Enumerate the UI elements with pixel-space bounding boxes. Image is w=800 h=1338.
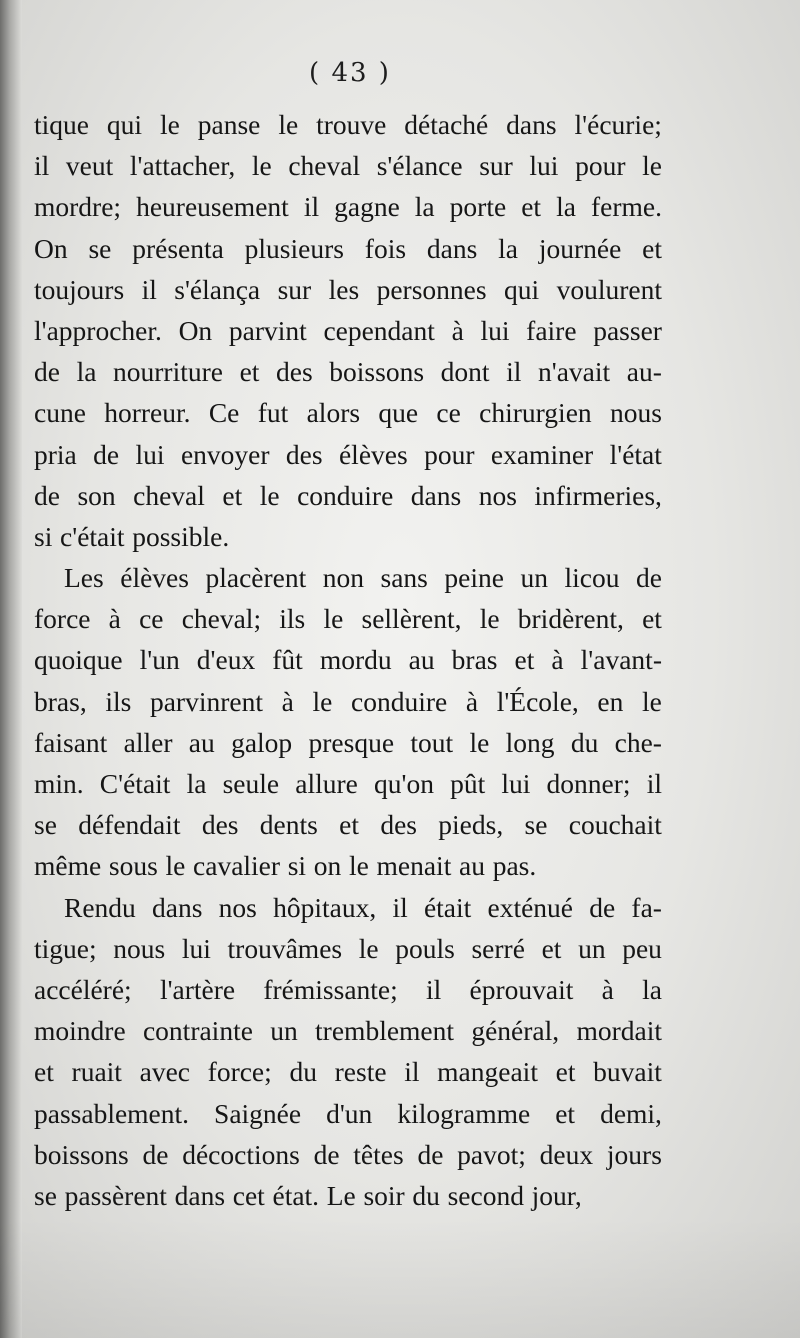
word: et bbox=[642, 232, 662, 264]
word: un bbox=[520, 562, 548, 594]
word: fa- bbox=[631, 891, 662, 923]
word: dans bbox=[426, 232, 478, 264]
word: deux bbox=[539, 1138, 594, 1170]
word: du bbox=[570, 726, 599, 758]
word: second bbox=[447, 1179, 524, 1211]
paragraph bbox=[34, 557, 662, 887]
word: On bbox=[178, 314, 213, 346]
word: le bbox=[159, 109, 180, 140]
word: plusieurs bbox=[244, 232, 344, 264]
word: lui bbox=[529, 150, 559, 182]
word: général, bbox=[471, 1015, 560, 1047]
word: ils bbox=[105, 685, 132, 717]
word: présenta bbox=[132, 232, 224, 264]
word: à bbox=[451, 314, 464, 346]
word: mordre; bbox=[34, 191, 122, 223]
word: avec bbox=[139, 1056, 190, 1088]
word: cheval bbox=[133, 479, 205, 511]
word: min. bbox=[34, 768, 84, 799]
word: ruait bbox=[71, 1056, 122, 1088]
word: de bbox=[34, 479, 60, 511]
word: à bbox=[281, 685, 294, 717]
word: et bbox=[541, 932, 562, 964]
word: possible. bbox=[132, 520, 230, 552]
word: l'écurie; bbox=[574, 109, 662, 140]
word: cheval bbox=[288, 150, 361, 182]
word: l'un bbox=[139, 644, 180, 676]
word: il bbox=[34, 150, 50, 182]
word: ce bbox=[436, 397, 461, 429]
word: cheval; bbox=[181, 603, 262, 635]
text-line bbox=[34, 1093, 662, 1134]
word: et bbox=[514, 644, 535, 676]
word: ferme. bbox=[590, 191, 662, 223]
word: d'eux bbox=[196, 644, 256, 676]
word: de bbox=[417, 1138, 444, 1170]
word: au bbox=[188, 726, 215, 758]
text-line bbox=[34, 557, 662, 598]
word: état. bbox=[272, 1179, 320, 1211]
word: le bbox=[259, 479, 280, 511]
word: lui bbox=[501, 768, 531, 799]
word: quoique bbox=[34, 644, 123, 676]
word: faire bbox=[526, 314, 577, 346]
word: s'élança bbox=[174, 273, 261, 305]
page-number: ( 43 ) bbox=[309, 58, 391, 88]
word: accéléré; bbox=[34, 973, 132, 1005]
word: aller bbox=[123, 726, 173, 758]
word: l'artère bbox=[159, 973, 236, 1005]
word: boissons bbox=[329, 356, 425, 388]
word: lui bbox=[181, 932, 211, 964]
word: des bbox=[276, 356, 313, 388]
word: si bbox=[34, 520, 53, 552]
word: mordait bbox=[576, 1015, 662, 1047]
word: le bbox=[642, 685, 662, 717]
word: et bbox=[642, 603, 662, 635]
word: le bbox=[358, 932, 379, 964]
word: le bbox=[251, 150, 272, 182]
word: du bbox=[289, 1056, 317, 1088]
word: Ce bbox=[208, 397, 240, 429]
word: et bbox=[521, 191, 542, 223]
word: il bbox=[303, 191, 320, 223]
word: reste bbox=[334, 1056, 387, 1088]
word: Le bbox=[326, 1179, 356, 1211]
text-line bbox=[34, 722, 662, 763]
word: qui bbox=[504, 273, 540, 305]
word: la bbox=[498, 232, 518, 264]
word: têtes bbox=[353, 1138, 404, 1170]
word: son bbox=[77, 479, 116, 511]
word: moindre bbox=[34, 1015, 126, 1047]
word: hôpitaux, bbox=[273, 891, 377, 923]
word: qui bbox=[106, 109, 143, 140]
word: trouvâmes bbox=[227, 932, 343, 964]
text-line bbox=[34, 351, 662, 392]
word: voulurent bbox=[556, 273, 662, 305]
word: che- bbox=[614, 726, 662, 758]
word: jour, bbox=[531, 1179, 582, 1211]
word: l'avant- bbox=[580, 644, 662, 676]
word: demi, bbox=[600, 1097, 662, 1129]
word: couchait bbox=[568, 809, 662, 841]
word: soir bbox=[363, 1179, 405, 1211]
word: tique bbox=[34, 109, 89, 140]
word: au bbox=[408, 644, 435, 676]
word: ce bbox=[139, 603, 164, 635]
word: parvint bbox=[228, 314, 307, 346]
word: défendait bbox=[78, 809, 181, 841]
word: la bbox=[556, 191, 576, 223]
word: nos bbox=[218, 891, 257, 923]
word: la bbox=[414, 191, 435, 223]
word: pût bbox=[450, 768, 486, 799]
word: si bbox=[287, 850, 307, 882]
word: de bbox=[636, 562, 662, 594]
word: examiner bbox=[490, 438, 594, 470]
word: c'était bbox=[60, 520, 125, 552]
word: nourriture bbox=[113, 356, 223, 388]
word: fois bbox=[364, 232, 407, 264]
word: force bbox=[34, 603, 91, 635]
text-line bbox=[34, 1010, 662, 1051]
body-text bbox=[34, 104, 662, 1216]
word: kilogramme bbox=[397, 1097, 531, 1129]
word: et bbox=[222, 479, 243, 511]
text-line bbox=[34, 928, 662, 969]
word: galop bbox=[231, 726, 293, 758]
word: porte bbox=[449, 191, 507, 223]
text-line bbox=[34, 763, 662, 804]
text-line bbox=[34, 310, 662, 351]
word: se bbox=[34, 809, 57, 841]
word: des bbox=[380, 809, 417, 841]
word: panse bbox=[197, 109, 261, 140]
word: et bbox=[555, 1097, 576, 1129]
word: au bbox=[459, 850, 485, 882]
word: tigue; bbox=[34, 932, 97, 964]
word: se bbox=[524, 809, 548, 841]
word: lui bbox=[480, 314, 510, 346]
word: menait bbox=[376, 850, 452, 882]
text-line bbox=[34, 434, 662, 475]
word: pieds, bbox=[438, 809, 504, 841]
word: de bbox=[93, 438, 120, 470]
word: des bbox=[285, 438, 323, 470]
word: serré bbox=[471, 932, 525, 964]
word: non bbox=[322, 562, 364, 594]
word: alors bbox=[306, 397, 361, 429]
word: élèves bbox=[338, 438, 408, 470]
word: à bbox=[601, 973, 614, 1005]
word: presque bbox=[308, 726, 395, 758]
word: l'attacher, bbox=[129, 150, 236, 182]
word: dans bbox=[410, 479, 462, 511]
word: conduire bbox=[297, 479, 394, 511]
word: cet bbox=[232, 1179, 265, 1211]
text-line bbox=[34, 1134, 662, 1175]
word: et bbox=[555, 1056, 576, 1088]
word: envoyer bbox=[180, 438, 270, 470]
word: contrainte bbox=[142, 1015, 253, 1047]
word: le bbox=[323, 603, 344, 635]
word: trouve bbox=[316, 109, 387, 140]
word: gagne bbox=[334, 191, 400, 223]
word: en bbox=[597, 685, 624, 717]
word: horreur. bbox=[104, 397, 191, 429]
word: décoctions bbox=[182, 1138, 300, 1170]
word: il bbox=[392, 891, 408, 923]
word: ils bbox=[279, 603, 306, 635]
paragraph bbox=[34, 887, 662, 1217]
word: passer bbox=[593, 314, 662, 346]
word: sur bbox=[277, 273, 312, 305]
word: peu bbox=[622, 932, 662, 964]
word: et bbox=[339, 809, 360, 841]
word: boissons bbox=[34, 1138, 129, 1170]
word: il bbox=[646, 768, 662, 799]
word: pour bbox=[424, 438, 475, 470]
word: était bbox=[423, 891, 472, 923]
word: dans bbox=[174, 1179, 226, 1211]
word: mangeait bbox=[437, 1056, 538, 1088]
text-line bbox=[34, 228, 662, 269]
word: même bbox=[34, 850, 102, 882]
word: dans bbox=[506, 109, 557, 140]
word: bridèrent, bbox=[517, 603, 624, 635]
word: heureusement bbox=[136, 191, 289, 223]
text-line bbox=[34, 969, 662, 1010]
text-line bbox=[34, 475, 662, 516]
word: sous bbox=[108, 850, 158, 882]
word: de bbox=[142, 1138, 169, 1170]
word: pour bbox=[575, 150, 626, 182]
word: passèrent bbox=[64, 1179, 167, 1211]
word: un bbox=[270, 1015, 298, 1047]
word: se bbox=[34, 1179, 57, 1211]
word: nous bbox=[113, 932, 166, 964]
text-line bbox=[34, 639, 662, 680]
word: C'était bbox=[99, 768, 171, 799]
word: exténué bbox=[487, 891, 574, 923]
word: des bbox=[201, 809, 239, 841]
word: tout bbox=[410, 726, 454, 758]
word: il bbox=[426, 973, 442, 1005]
word: force; bbox=[207, 1056, 272, 1088]
word: il bbox=[506, 356, 522, 388]
word: cune bbox=[34, 397, 86, 429]
word: sellèrent, bbox=[361, 603, 462, 635]
word: nous bbox=[609, 397, 662, 429]
word: infirmeries, bbox=[534, 479, 662, 511]
word: frémissante; bbox=[263, 973, 398, 1005]
word: mordu bbox=[319, 644, 392, 676]
word: le bbox=[479, 603, 500, 635]
word: et bbox=[34, 1056, 54, 1088]
word: dont bbox=[440, 356, 490, 388]
word: sans bbox=[380, 562, 428, 594]
word: la bbox=[76, 356, 97, 388]
word: long bbox=[505, 726, 555, 758]
word: l'École, bbox=[496, 685, 579, 717]
text-line bbox=[34, 887, 662, 928]
text-line bbox=[34, 186, 662, 227]
word: conduire bbox=[350, 685, 448, 717]
word: le bbox=[312, 685, 333, 717]
word: le bbox=[348, 850, 369, 882]
word: buvait bbox=[593, 1056, 662, 1088]
text-line bbox=[34, 845, 662, 886]
word: il bbox=[141, 273, 157, 305]
word: journée bbox=[538, 232, 622, 264]
word: élèves bbox=[120, 562, 189, 594]
word: Rendu bbox=[64, 891, 136, 923]
word: à bbox=[551, 644, 564, 676]
word: pas. bbox=[492, 850, 537, 882]
word: personnes bbox=[376, 273, 487, 305]
paragraph bbox=[34, 104, 662, 557]
word: chirurgien bbox=[479, 397, 592, 429]
word: un bbox=[578, 932, 606, 964]
word: faisant bbox=[34, 726, 108, 758]
word: lui bbox=[135, 438, 165, 470]
word: de bbox=[589, 891, 616, 923]
word: licou bbox=[564, 562, 620, 594]
word: donner; bbox=[546, 768, 631, 799]
word: les bbox=[328, 273, 360, 305]
word: toujours bbox=[34, 273, 125, 305]
word: dents bbox=[259, 809, 318, 841]
word: fut bbox=[257, 397, 289, 429]
page-binding-shadow bbox=[0, 0, 22, 1338]
word: se bbox=[88, 232, 112, 264]
word: parvinrent bbox=[149, 685, 263, 717]
word: la bbox=[642, 973, 662, 1005]
word: l'état bbox=[609, 438, 662, 470]
word: pouls bbox=[395, 932, 455, 964]
text-line bbox=[34, 1051, 662, 1092]
word: et bbox=[239, 356, 260, 388]
word: bras bbox=[451, 644, 498, 676]
word: veut bbox=[65, 150, 114, 182]
word: passablement. bbox=[34, 1097, 190, 1129]
word: pavot; bbox=[457, 1138, 526, 1170]
text-line bbox=[34, 392, 662, 433]
word: cependant bbox=[323, 314, 435, 346]
word: Saignée bbox=[214, 1097, 302, 1129]
word: nos bbox=[478, 479, 517, 511]
word: du bbox=[412, 1179, 440, 1211]
word: Les bbox=[64, 562, 104, 594]
word: de bbox=[34, 356, 60, 388]
word: à bbox=[465, 685, 479, 717]
word: éprouvait bbox=[469, 973, 574, 1005]
word: pria bbox=[34, 438, 77, 470]
page-bottom-shade bbox=[0, 1218, 800, 1338]
word: dans bbox=[152, 891, 203, 923]
word: on bbox=[313, 850, 342, 882]
word: allure bbox=[295, 768, 358, 799]
word: fût bbox=[272, 644, 303, 676]
word: à bbox=[108, 603, 121, 635]
word: il bbox=[404, 1056, 420, 1088]
word: la bbox=[186, 768, 207, 799]
text-line bbox=[34, 681, 662, 722]
word: de bbox=[313, 1138, 340, 1170]
word: l'approcher. bbox=[34, 314, 162, 346]
text-line bbox=[34, 104, 662, 145]
word: le bbox=[278, 109, 299, 140]
word: le bbox=[165, 850, 186, 882]
text-line bbox=[34, 145, 662, 186]
word: n'avait bbox=[538, 356, 611, 388]
word: que bbox=[378, 397, 419, 429]
text-line bbox=[34, 516, 662, 557]
word: sur bbox=[479, 150, 513, 182]
word: qu'on bbox=[373, 768, 434, 799]
text-line bbox=[34, 269, 662, 310]
word: d'un bbox=[326, 1097, 373, 1129]
text-line bbox=[34, 804, 662, 845]
word: détaché bbox=[404, 109, 489, 140]
word: le bbox=[469, 726, 490, 758]
word: seule bbox=[222, 768, 280, 799]
word: au- bbox=[626, 356, 662, 388]
word: le bbox=[642, 150, 662, 182]
word: placèrent bbox=[205, 562, 307, 594]
word: peine bbox=[444, 562, 504, 594]
word: tremblement bbox=[315, 1015, 455, 1047]
text-line bbox=[34, 1175, 662, 1216]
word: cavalier bbox=[193, 850, 281, 882]
word: jours bbox=[606, 1138, 662, 1170]
word: bras, bbox=[34, 685, 87, 717]
word: s'élance bbox=[376, 150, 463, 182]
text-line bbox=[34, 598, 662, 639]
word: On bbox=[34, 232, 68, 264]
